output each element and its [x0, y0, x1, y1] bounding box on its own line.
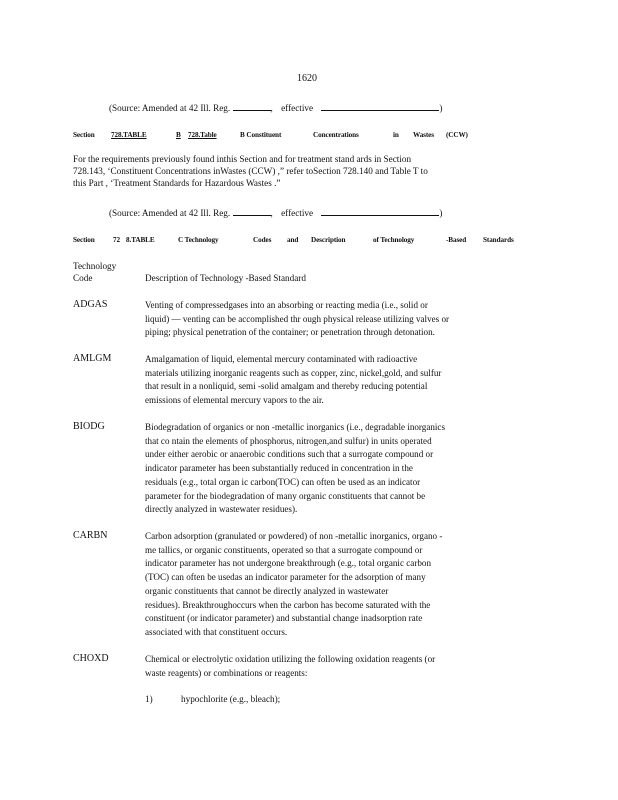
description-line: (TOC) can often be usedas an indicator parameter for the adsorption of many — [145, 572, 426, 583]
code-header-line: Code — [73, 273, 93, 283]
source-text: (Source: Amended at 42 Ill. Reg. — [109, 103, 231, 113]
description-line: indicator parameter has been substantially reduced in concentration in the — [145, 463, 413, 474]
code-amlgm: AMLGM — [73, 353, 112, 364]
description-line: that co ntain the elements of phosphorus, nitrogen,and sulfur) in units operated — [145, 435, 432, 446]
description-line: indicator parameter has not undergone breakthrough (e.g., total organic carbon — [145, 558, 432, 569]
description-choxd — [145, 653, 435, 680]
description-line: Chemical or electrolytic oxidation utilizing the following oxidation reagents (or — [145, 654, 436, 664]
description-line: Carbon adsorption (granulated or powdered) of non -metallic inorganics, organo - — [145, 531, 443, 541]
reg-blank — [233, 206, 271, 216]
effective-blank — [321, 206, 439, 216]
source-text: (Source: Amended at 42 Ill. Reg. — [109, 208, 231, 218]
description-carbn — [145, 530, 442, 640]
heading-word: -Based — [446, 236, 467, 244]
section-table: 8.TABLE — [126, 236, 155, 244]
heading-word: (CCW) — [446, 131, 468, 139]
description-line: parameter for the biodegradation of many organic constituents that cannot be — [145, 490, 426, 501]
description-line: under either aerobic or anaerobic conditions such that a surrogate compound or — [145, 449, 434, 460]
heading-word: Codes — [253, 236, 272, 244]
paragraph-line: For the requirements previously found inthis Section and for treatment stand ards in Section — [73, 154, 412, 164]
description-line: residuals (e.g., total organ ic carbon(TOC) can often be used as an indicator — [145, 476, 421, 487]
section-table-letter: B — [176, 131, 181, 139]
heading-word: Description — [311, 236, 346, 244]
code-choxd: CHOXD — [73, 653, 109, 664]
effective-blank — [321, 101, 439, 111]
paragraph-line: 728.143, ‘Constituent Concentrations inWastes (CCW) ,” refer toSection 728.140 and Table T to — [73, 166, 428, 176]
heading-word: B Constituent — [240, 131, 282, 139]
section-number: 72 — [113, 236, 120, 244]
heading-word: Standards — [483, 236, 514, 244]
description-line: emissions of elemental mercury vapors to the air. — [145, 395, 324, 406]
source-note-2: (Source: Amended at 42 Ill. Reg. , effective ) — [109, 208, 443, 218]
heading-word: of Technology — [373, 236, 415, 244]
code-adgas: ADGAS — [73, 299, 108, 310]
description-line: organic constituents that cannot be directly analyzed in wastewater — [145, 585, 389, 596]
section-table-number: 728.TABLE — [111, 131, 147, 139]
description-line: Biodegradation of organics or non -metallic inorganics (i.e., degradable inorganics — [145, 422, 446, 432]
description-line: me tallics, or organic constituents, operated so that a surrogate compound or — [145, 544, 423, 555]
code-biodg: BIODG — [73, 421, 105, 432]
description-line: waste reagents) or combinations or reagents: — [145, 667, 308, 678]
description-line: materials utilizing inorganic reagents such as copper, zinc, nickel,gold, and sulfur — [145, 367, 442, 378]
description-line: directly analyzed in wastewater residues). — [145, 504, 298, 515]
heading-word: C Technology — [178, 236, 219, 244]
source-close: ) — [439, 103, 443, 113]
code-header-line: Technology — [73, 261, 117, 271]
list-item-number: 1) — [145, 694, 153, 704]
source-note-1: (Source: Amended at 42 Ill. Reg. , effective ) — [109, 103, 443, 113]
column-header-description: Description of Technology -Based Standard — [145, 273, 306, 283]
heading-word: in — [393, 131, 399, 139]
description-line: that result in a nonliquid, semi -solid amalgam and thereby reducing potential — [145, 381, 428, 392]
paragraph-line: this Part , ‘Treatment Standards for Hazardous Wastes .” — [73, 178, 281, 188]
heading-word: Concentrations — [313, 131, 359, 139]
source-close: ) — [439, 208, 443, 218]
heading-word: Wastes — [413, 131, 434, 139]
description-line: residues). Breakthroughoccurs when the carbon has become saturated with the — [145, 599, 431, 610]
description-biodg — [145, 421, 445, 517]
effective-label: effective — [281, 103, 314, 113]
heading-word: and — [287, 236, 299, 244]
description-line: Venting of compressedgases into an absorbing or reacting media (i.e., solid or — [145, 300, 428, 310]
section-label: Section — [73, 131, 95, 139]
code-carbn: CARBN — [73, 530, 108, 541]
section-label: Section — [73, 236, 95, 244]
list-item-text: hypochlorite (e.g., bleach); — [181, 694, 281, 704]
description-adgas — [145, 299, 449, 340]
reg-blank — [233, 101, 271, 111]
effective-label: effective — [281, 208, 314, 218]
section-table-number-2: 728.Table — [188, 131, 217, 139]
description-line: associated with that constituent occurs. — [145, 626, 288, 637]
description-line: constituent (or indicator parameter) and substantial change inadsorption rate — [145, 613, 423, 624]
description-line: liquid) — venting can be accomplished thr ough physical release utilizing valves or — [145, 313, 450, 324]
description-amlgm — [145, 353, 441, 408]
ccw-paragraph — [73, 153, 428, 189]
page-number: 1620 — [297, 73, 317, 84]
description-line: piping; physical penetration of the container; or penetration through detonation. — [145, 327, 435, 338]
description-line: Amalgamation of liquid, elemental mercury contaminated with radioactive — [145, 354, 418, 364]
column-header-code — [73, 260, 116, 284]
